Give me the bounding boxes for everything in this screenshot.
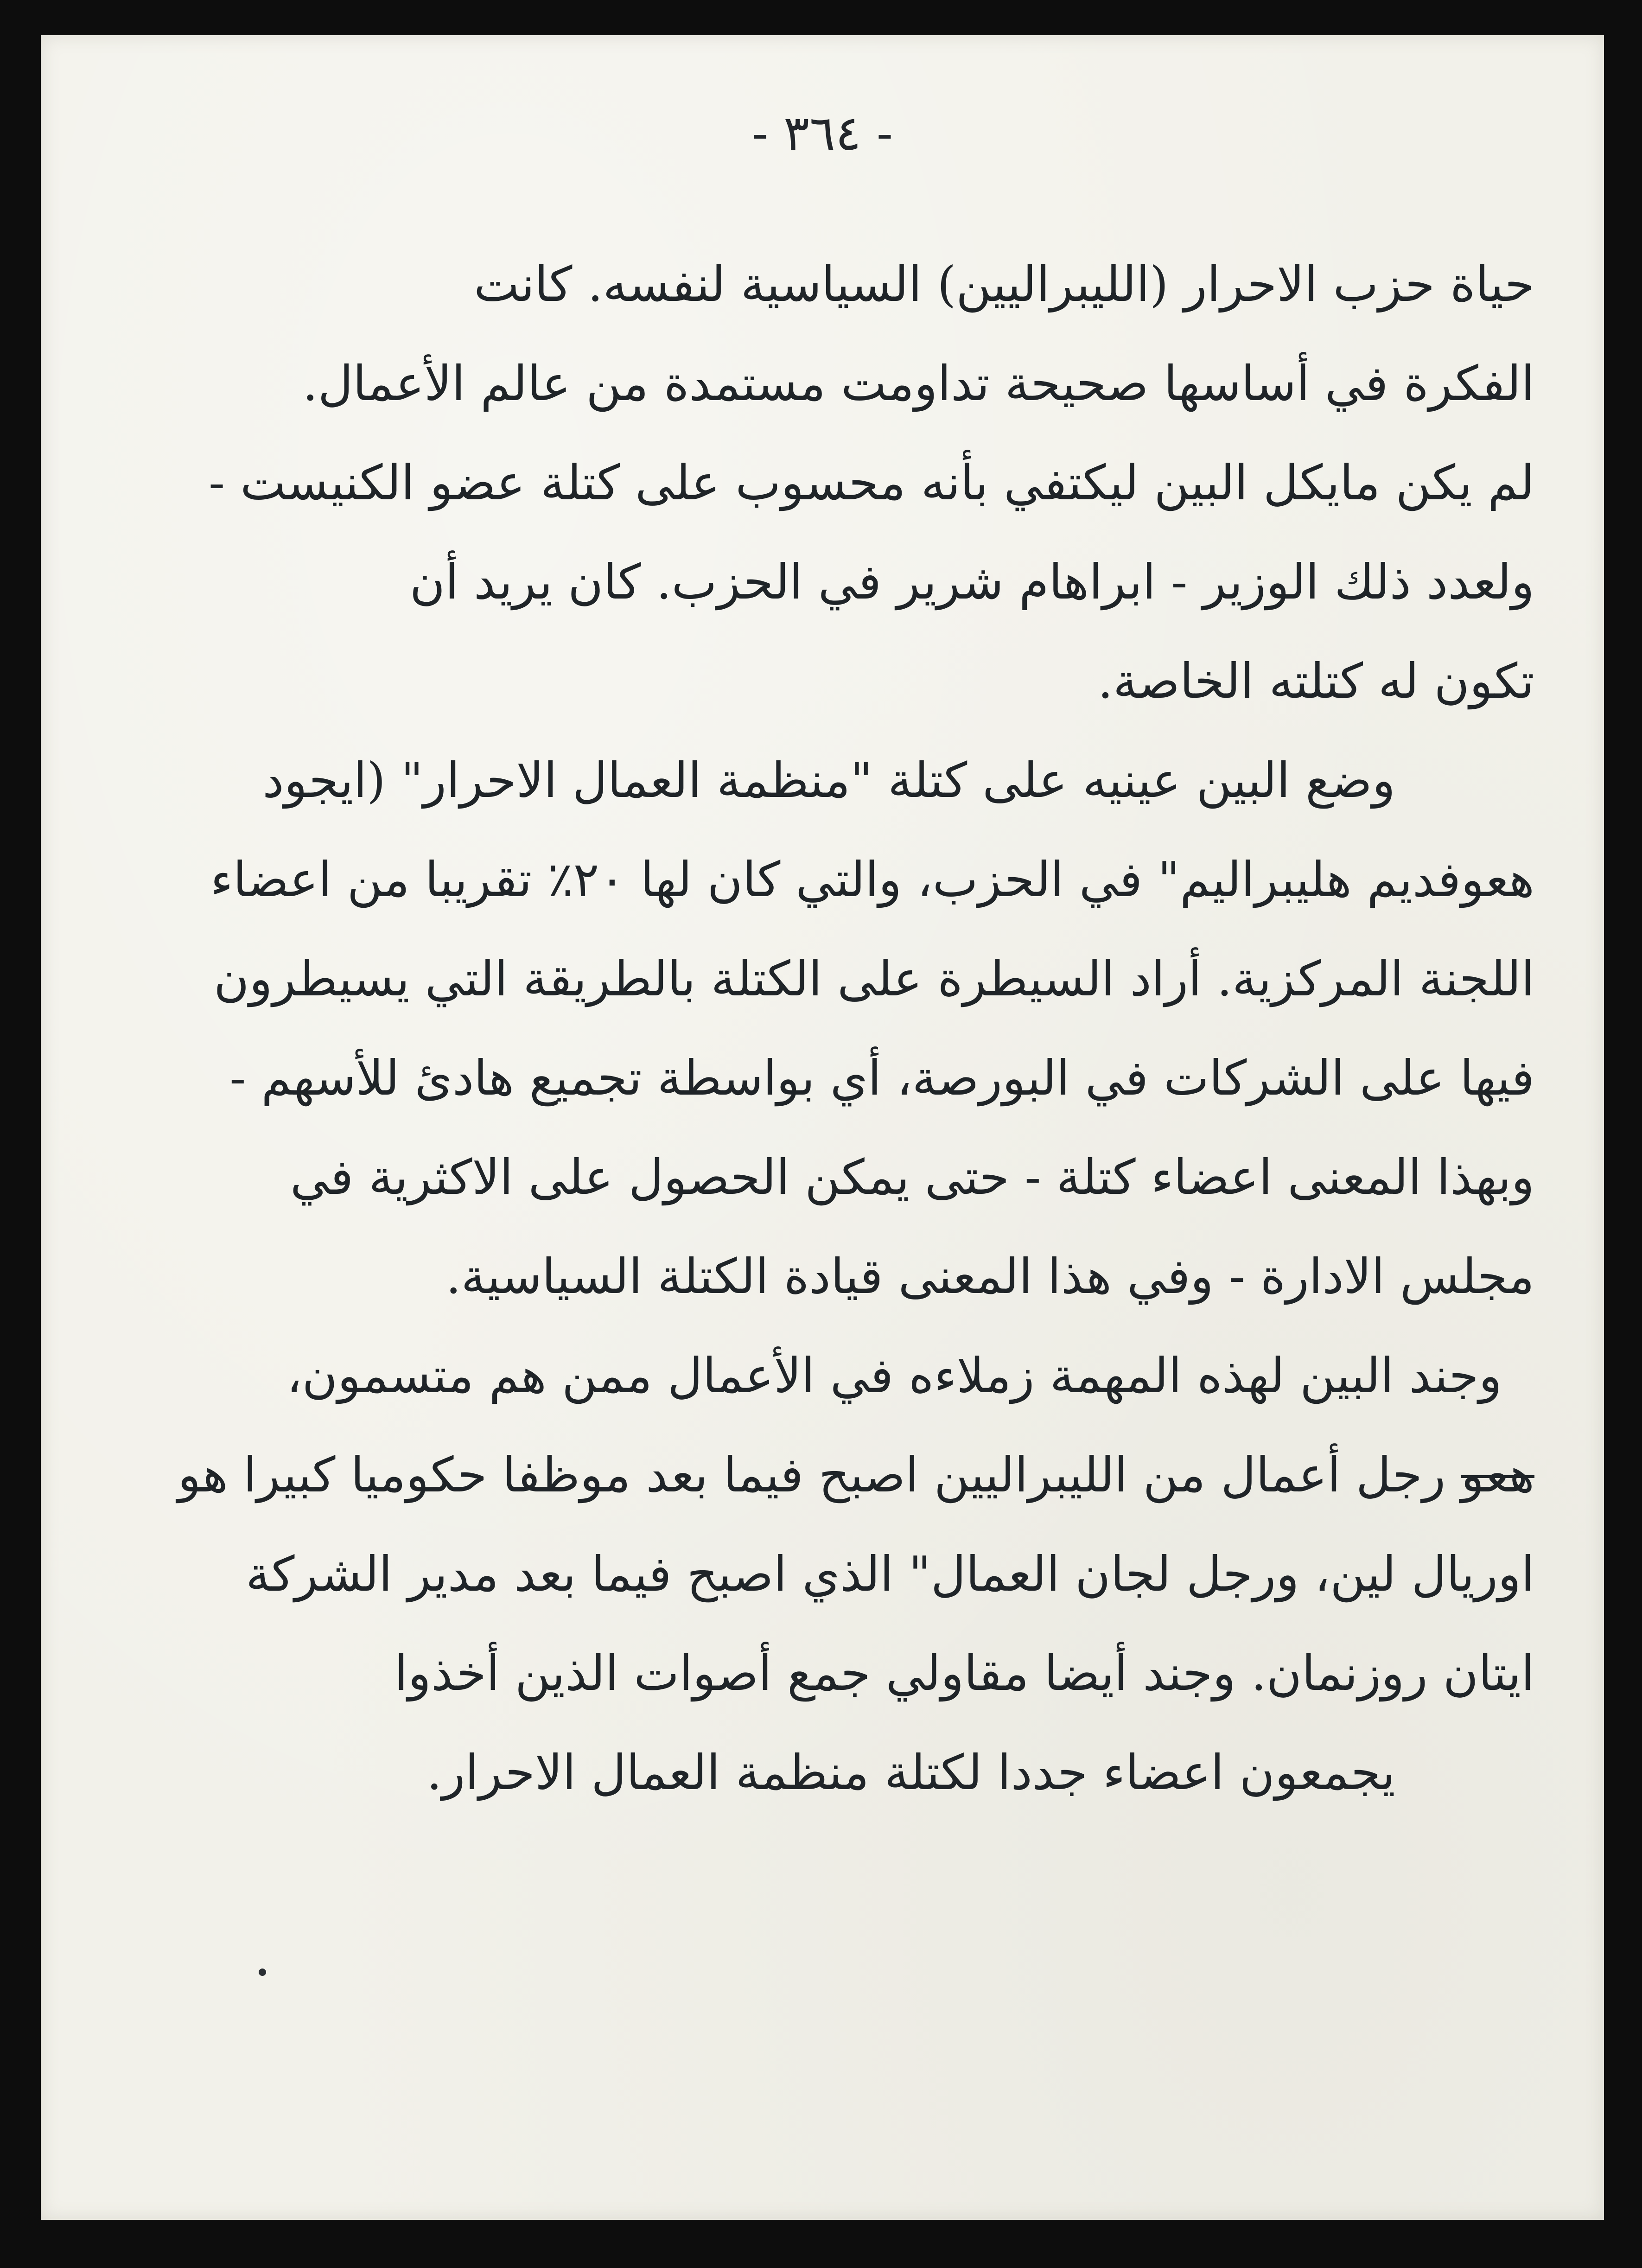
text-line-6: وضع البين عينيه على كتلة "منظمة العمال الاحرار" (ايجود bbox=[262, 752, 1395, 809]
text-line-8: اللجنة المركزية. أراد السيطرة على الكتلة بالطريقة التي يسيطرون bbox=[214, 950, 1534, 1007]
text-line-13 bbox=[139, 1425, 1534, 1524]
text-line-11: مجلس الادارة - وفي هذا المعنى قيادة الكتلة السياسية. bbox=[446, 1248, 1534, 1305]
text-line-4: ولعدد ذلك الوزير - ابراهام شرير في الحزب. كان يريد أن bbox=[409, 554, 1534, 610]
text-line-2: الفكرة في أساسها صحيحة تداومت مستمدة من عالم الأعمال. bbox=[302, 355, 1534, 412]
text-line-12: وجند البين لهذه المهمة زملاءه في الأعمال ممن هم متسمون، bbox=[286, 1347, 1502, 1404]
handwritten-text-body bbox=[139, 235, 1534, 1822]
text-line-1: حياة حزب الاحرار (الليبراليين) السياسية لنفسه. كانت bbox=[474, 256, 1534, 312]
text-line-9: فيها على الشركات في البورصة، أي بواسطة تجميع هادئ للأسهم - bbox=[229, 1050, 1534, 1106]
text-line-3: لم يكن مايكل البين ليكتفي بأنه محسوب على كتلة عضو الكنيست - bbox=[209, 454, 1534, 511]
text-line-15: ايتان روزنمان. وجند أيضا مقاولي جمع أصوات الذين أخذوا bbox=[394, 1645, 1534, 1701]
text-line-7: هعوفديم هليبراليم" في الحزب، والتي كان لها ٢٠٪ تقريبا من اعضاء bbox=[210, 851, 1534, 908]
text-line-5: تكون له كتلته الخاصة. bbox=[1097, 653, 1534, 709]
page-number: - ٣٦٤ - bbox=[752, 105, 893, 161]
text-line-14: اوريال لين، ورجل لجان العمال" الذي اصبح فيما بعد مدير الشركة bbox=[246, 1546, 1534, 1602]
text-line-16: يجمعون اعضاء جددا لكتلة منظمة العمال الاحرار. bbox=[426, 1744, 1395, 1801]
document-page bbox=[41, 35, 1604, 2220]
text-line-10: وبهذا المعنى اعضاء كتلة - حتى يمكن الحصول على الاكثرية في bbox=[290, 1149, 1534, 1205]
struck-word: هعو bbox=[1461, 1446, 1534, 1503]
ink-dot bbox=[259, 1969, 266, 1976]
text-line-13-body: رجل أعمال من الليبراليين اصبح فيما بعد موظفا حكوميا كبيرا هو bbox=[178, 1446, 1446, 1503]
